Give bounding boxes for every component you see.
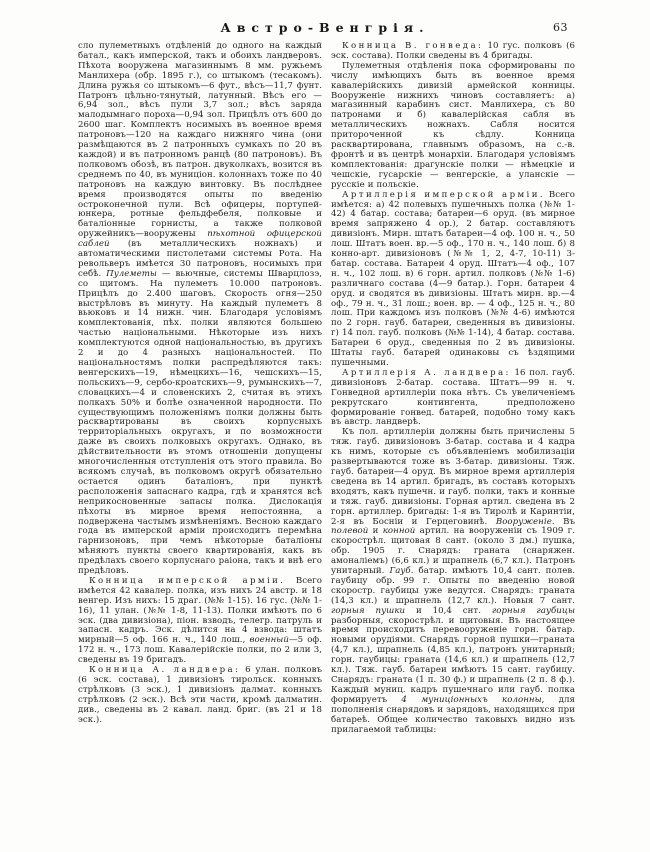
entry-heading: Артиллерія А. ландвера:: [342, 367, 511, 378]
text-segment: военный: [249, 635, 289, 646]
text-segment: 6 улан. полковъ (6 эск. состава), 1 дивизіонъ тирольск. конныхъ стрѣлковъ (3 эск.), 1 дивизіонъ далмат. конныхъ стрѣлковъ (2 эск.). Всѣ эти части, кромѣ далматин. див., сведены въ 2 кавал. ланд. бриг. (въ 21 и 18 эск.).: [78, 665, 323, 725]
text-segment: артил. на вооруженіи съ 1909 г. скорострѣл. щитовая 8 сант. (около 3 дм.) пушка, обр. 1905 г. Снарядъ: граната (снаряжен. амоналіемъ) (6,6 кл.) и шрапнель (6,7 кл.). Патронъ унитарный.: [331, 526, 575, 577]
text-segment: Пулеметы: [106, 268, 157, 279]
text-segment: пѣхотной офицерской саблей: [78, 229, 322, 250]
text-segment: горныя гаубицы: [491, 605, 575, 616]
paragraph: [331, 369, 575, 428]
text-segment: (въ металлическихъ ножнахъ) и автоматическими пистолетами системы Рота. На револьверъ имѣется 30 патроновъ, носимыхъ при себѣ.: [78, 239, 322, 279]
text-segment: Вооруженіе.: [495, 516, 555, 527]
text-segment: Въ: [554, 516, 575, 527]
text-segment: сло пулеметныхъ отдѣленій до одного на каждый батал., какъ имперской, такъ и обоихъ ландверовъ. Пѣхота вооружена магазиннымъ 8 мм. ружьемъ Манлихера (обр. 1895 г.), со штыкомъ (тесакомъ). Длина ружья со штыкомъ—6 фут., вѣсъ—11,7 фунт. Патронъ цѣльно-тянутый, латунный. Вѣсъ его — 6,94 зол., вѣсъ пули 3,7 зол.; вѣсъ заряда малодымнаго пороха—0,94 зол. Прицѣлъ отъ 600 до 2600 шаг. Комплектъ носимыхъ въ военное время патроновъ—120 на каждаго нижняго чина (они размѣщаются въ 2 патронныхъ сумкахъ по 20 въ каждой) и въ патронномъ ранцѣ (80 патроновъ). Въ полковомъ обозѣ, въ патрон. двуколкахъ, возится въ среднемъ по 40, въ муниціон. колоннахъ тоже по 40 патроновъ на каждую винтовку. Въ послѣднее время производятся опыты по введенію остроконечной пули. Всѣ офицеры, портупей-юнкера, ротные фельдфебеля, полковые и баталіонные горнисты, а также полковой оружейникъ—вооружены: [78, 41, 322, 240]
text-segment: Къ пол. артиллеріи должны быть причислены 5 тяж. гауб. дивизіоновъ 3-батар. состава и 4 кадра къ нимъ, которые съ объявленіемъ мобилизаціи развертываются тоже въ 3-батар. дивизіоны. Тяж. гауб. батареи—4 оруд. Въ мирное время артиллерія сведена въ 14 артил. бригадъ, въ составъ которыхъ входятъ, какъ пушечн. и гауб. полки, такъ и конные и тяж. гауб. дивизіоны. Горная артил. сведена въ 2 горн. артиллер. бригады: 1-я въ Тиролѣ и Каринтіи, 2-я въ Босніи и Герцеговинѣ.: [331, 427, 575, 527]
entry-heading: Артиллерія имперской арміи.: [342, 189, 545, 200]
paragraph: [78, 666, 322, 725]
column-right: [331, 42, 575, 735]
column-left: [78, 42, 322, 735]
paragraph: [78, 42, 322, 577]
text-segment: разборныя, скорострѣл. и щитовыя. Въ настоящее время происходитъ перевооруженіе горн. батар. новыми орудіями. Снарядъ горной пушки—граната (4,7 кл.), шрапнель (4,85 кл.), патронъ унитарный; горн. гаубицы: граната (14,6 кл.) и шрапнель (12,7 кл.). Тяж. гауб. батареи имѣютъ 15 сант. гаубицу. Снарядъ: граната (1 п. 30 ф.) и шрапнель (2 п. 8 ф.). Каждый муниц. кадръ пушечнаго или гауб. полка формируетъ: [331, 615, 575, 705]
text-segment: батар. имѣютъ 10,4 сант. полев. гаубицу обр. 99 г. Опыты по введенію новой скоростр. гаубицы уже ведутся. Снарядъ: граната (14,3 кл.) и шрапнель (12,7 кл.). Новыя 7 сант.: [331, 566, 575, 606]
text-segment: 10 гус. полковъ (6 эск. состава). Полки сведены въ 4 бригады.: [331, 41, 576, 61]
text-segment: горныя пушки: [331, 605, 406, 616]
text-segment: и 10,4 снт.: [405, 605, 492, 616]
page-number: 63: [553, 21, 568, 34]
text-segment: Гауб.: [389, 566, 414, 577]
text-columns: [78, 42, 574, 735]
paragraph: [331, 42, 575, 62]
page-title: Австро-Венгрія.: [220, 20, 430, 35]
text-segment: полевой: [331, 526, 369, 537]
text-segment: 4 муниціонныхъ колонны: [401, 694, 542, 705]
paragraph: [331, 191, 575, 369]
entry-heading: Конница В. гонведа:: [342, 41, 484, 51]
text-segment: —5 оф. 172 н. ч., 173 лош. Кавалерійскіе полки, по 2 или 3, сведены въ 19 бригадъ.: [78, 635, 322, 666]
page-header: [78, 20, 572, 38]
entry-heading: Конница А. ландвера:: [89, 665, 241, 676]
text-segment: конной: [382, 526, 416, 537]
entry-heading: Конница имперской арміи.: [89, 575, 286, 586]
text-segment: , для пополненія снарядовъ и зарядовъ, находящихся при батареѣ. Общее количество таковыхъ видно изъ прилагаемой таблицы:: [331, 694, 575, 735]
text-segment: Всего имѣется 42 кавалер. полка, изъ нихъ 24 австр. и 18 венгер. Изъ нихъ: 15 драг. (№№ 1-15). 16 гус. (№№ 1-16), 11 улан. (№№ 1-8, 11-13). Полки имѣютъ по 6 эск. (два дивизіона), піон. взводъ, телегр. патруль и запасн. кадръ. Эск. дѣлится на 4 взвода: штатъ мирный—5 оф. 166 н. ч., 140 лош.,: [78, 575, 323, 646]
text-segment: 16 пол. гауб. дивизіоновъ 2-батар. состава. Штатъ—99 н. ч. Гонведной артиллеріи пока нѣтъ. Съ увеличеніемъ рекрутскаго контингента, предположено формированіе гонвед. батарей, подобно тому какъ въ австр. ландверѣ.: [331, 367, 575, 428]
text-segment: — вьючные, системы Шварцлозэ, со щитомъ. На пулеметъ 10.000 патроновъ. Прицѣлъ до 2.400 шаговъ. Скорость огня—250 выстрѣловъ въ минуту. На каждый пулеметъ 8 вьюковъ и 14 нижн. чин. Благодаря условіямъ комплектованія, пѣх. полки являются большею частью національными. Нѣкоторые изъ нихъ комплектуются одной національностью, въ другихъ 2 и до 4 разныхъ національностей. По національностямъ полки распредѣляются такъ: венгерскихъ—19, нѣмецкихъ—16, чешскихъ—15, польскихъ—9, сербо-кроатскихъ—9, румынскихъ—7, словацкихъ—4 и словенскихъ 2, считая въ этихъ полкахъ 50% и болѣе означенной народности. По существующимъ положеніямъ полки должны быть расквартированы въ своихъ корпусныхъ территоріальныхъ округахъ, и по возможности даже въ своихъ полковыхъ округахъ. Однако, въ дѣйствительности въ этомъ отношеніи допущены многочисленныя отступленія отъ этого правила. Во всякомъ случаѣ, въ полковомъ округѣ обязательно остается одинъ баталіонъ, при пунктѣ расположенія запаснаго кадра, гдѣ и хранятся всѣ неприкосновенные запасы полка. Дислокація пѣхоты въ мирное время непостоянна, а подвержена частымъ измѣненіямъ. Весною каждаго года въ имперской арміи происходитъ перемѣна гарнизоновъ, при чемъ нѣкоторые баталіоны мѣняютъ пункты своего квартированія, какъ въ предѣлахъ своего корпуснаго раіона, такъ и внѣ его предѣловъ.: [78, 268, 323, 577]
paragraph: [331, 62, 575, 191]
text-segment: Пулеметныя отдѣленія пока сформированы по числу имѣющихъ быть въ военное время кавалерійскихъ дивизій армейской конницы. Вооруженіе нижнихъ чиновъ составляетъ: а) магазинный карабинъ сист. Манлихера, съ 80 патронами и б) кавалерійская сабля въ металлическихъ ножнахъ. Сабля носится притороченной къ сѣдлу. Конница расквартирована, главнымъ образомъ, на с.-в. фронтѣ и въ центрѣ монархіи. Благодаря условіямъ комплектованія: драгунскіе полки — нѣмецкіе и чешскіе, гусарскіе — венгерскіе, а уланскіе — русскіе и польскіе.: [331, 60, 575, 190]
paragraph: [331, 428, 575, 735]
paragraph: [78, 577, 322, 666]
text-segment: и: [368, 526, 383, 537]
text-segment: Всего имѣется: а) 42 полевыхъ пушечныхъ полка (№№ 1-42) 4 батар. состава; батареи—6 оруд. (въ мирное время запряжено 4 ор.), 2 батар. составляютъ дивизіонъ. Мирн. штатъ батареи—4 оф. 100 н. ч., 50 лош. Штатъ воен. вр.—5 оф., 170 н. ч., 140 лош. б) 8 конно-арт. дивизіоновъ (№№ 1, 2, 4-7, 10-11) 3-батар. состава. Батареи 4 оруд. Штатъ—4 оф., 107 н. ч., 102 лош. в) 6 горн. артил. полковъ (№№ 1-6) различнаго состава (4—9 батар.). Горн. батареи 4 оруд. и сводятся въ дивизіоны. Штатъ мирн. вр.—4 оф., 79 н. ч., 31 лош.; воен. вр. — 4 оф., 125 н. ч., 80 лош. При каждомъ изъ полковъ (№№ 4-6) имѣются по 2 горн. гауб. батареи, сведенныя въ дивизіоны. г) 14 пол. гауб. полковъ (№№ 1-14), 4 батар. состава. Батареи 6 оруд., сведенныя по 2 въ дивизіоны. Штаты гауб. батарей одинаковы съ ѣздящими пушечными.: [331, 189, 575, 368]
